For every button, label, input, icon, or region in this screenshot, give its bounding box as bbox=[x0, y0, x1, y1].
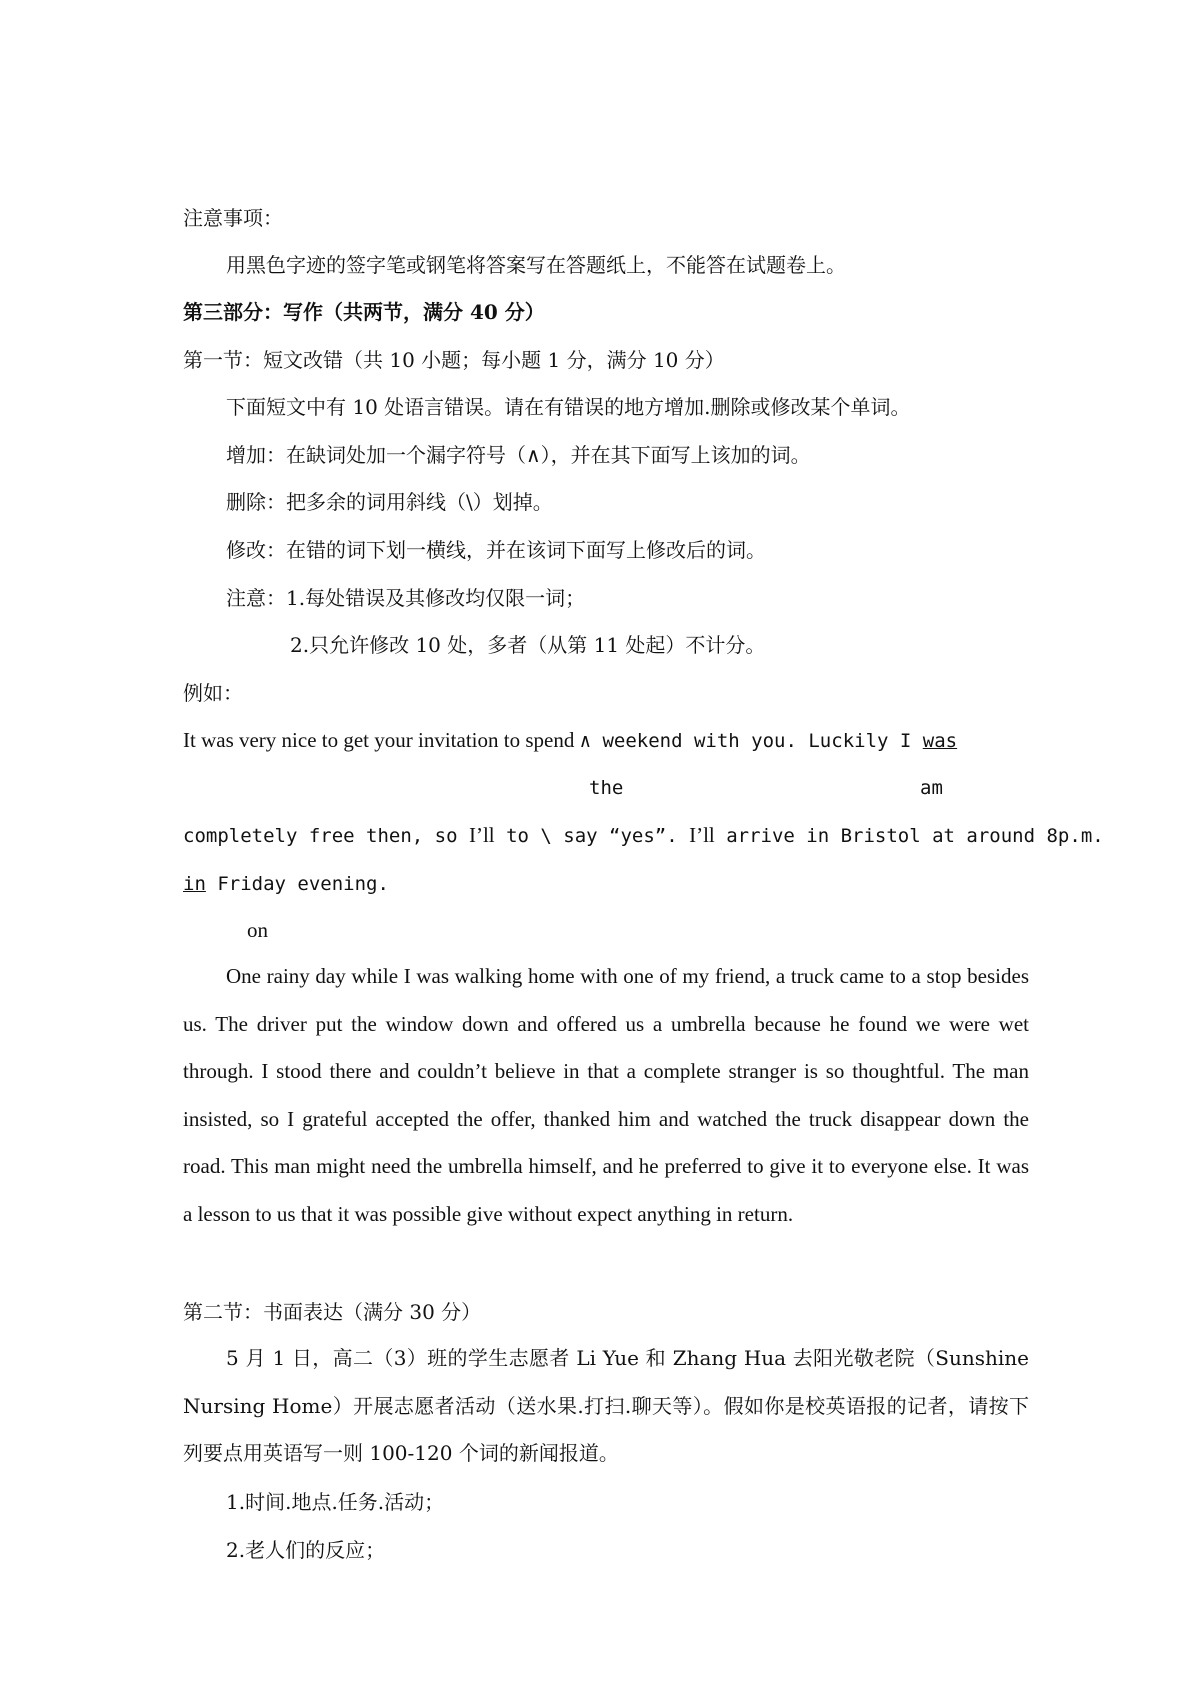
example-underlined-was: was bbox=[922, 730, 958, 752]
section1-title: 第一节：短文改错（共 10 小题；每小题 1 分，满分 10 分） bbox=[183, 348, 725, 372]
example-line-2-e: arrive in Bristol at around 8p.m. bbox=[714, 825, 1104, 847]
example-line-2 bbox=[183, 821, 1104, 850]
writing-point-2: 2.老人们的反应； bbox=[226, 1538, 386, 1562]
example-line-2-d: I’ll bbox=[689, 823, 715, 847]
notice-text: 用黑色字迹的签字笔或钢笔将答案写在答题纸上，不能答在试题卷上。 bbox=[226, 253, 846, 277]
instruction-line-4: 修改：在错的词下划一横线，并在该词下面写上修改后的词。 bbox=[226, 538, 766, 562]
example-line-1 bbox=[183, 726, 957, 755]
example-line-1-mid: ∧ weekend with you. Luckily I bbox=[579, 730, 923, 752]
example-correction-am: am bbox=[920, 777, 943, 799]
example-line-1-start: It was very nice to get your invitation to spend bbox=[183, 728, 580, 752]
writing-point-1: 1.时间.地点.任务.活动； bbox=[226, 1490, 445, 1514]
example-line-2-c: to \ say “yes”. bbox=[494, 825, 690, 847]
example-label: 例如： bbox=[183, 681, 243, 705]
example-correction-the: the bbox=[589, 777, 624, 799]
instruction-line-1: 下面短文中有 10 处语言错误。请在有错误的地方增加.删除或修改某个单词。 bbox=[226, 395, 911, 419]
example-line-2-b: I’ll bbox=[468, 823, 495, 847]
instruction-line-6: 2.只允许修改 10 处，多者（从第 11 处起）不计分。 bbox=[290, 633, 766, 657]
section2-title: 第二节：书面表达（满分 30 分） bbox=[183, 1300, 482, 1324]
instruction-line-2: 增加：在缺词处加一个漏字符号（∧），并在其下面写上该加的词。 bbox=[226, 443, 811, 467]
instruction-line-3: 删除：把多余的词用斜线（\）划掉。 bbox=[226, 490, 553, 514]
example-line-2-a: completely free then, so bbox=[183, 825, 469, 847]
example-underlined-in: in bbox=[183, 873, 206, 895]
writing-prompt: 5 月 1 日，高二（3）班的学生志愿者 Li Yue 和 Zhang Hua 去阳光敬老院（Sunshine Nursing Home）开展志愿者活动（送水果.打扫.聊天等）。假如你是校英语报的记者，请按下列要点用英语写一则 100-120 个词的新闻报道。 bbox=[183, 1346, 1029, 1465]
part3-title: 第三部分：写作（共两节，满分 40 分） bbox=[183, 300, 545, 324]
instruction-line-5: 注意：1.每处错误及其修改均仅限一词； bbox=[226, 586, 586, 610]
example-line-3 bbox=[183, 869, 389, 898]
example-correction-on: on bbox=[247, 918, 268, 942]
error-correction-passage: One rainy day while I was walking home with one of my friend, a truck came to a stop besides us. The driver put the window down and offered us a umbrella because he found we were wet through. I stood there and couldn’t believe in that a complete stranger is so thoughtful. The man insisted, so I grateful accepted the offer, thanked him and watched the truck disappear down the road. This man might need the umbrella himself, and he preferred to give it to everyone else. It was a lesson to us that it was possible give without expect anything in return. bbox=[183, 964, 1029, 1226]
example-line-3-rest: Friday evening. bbox=[205, 873, 389, 895]
notice-heading: 注意事项： bbox=[183, 206, 283, 230]
